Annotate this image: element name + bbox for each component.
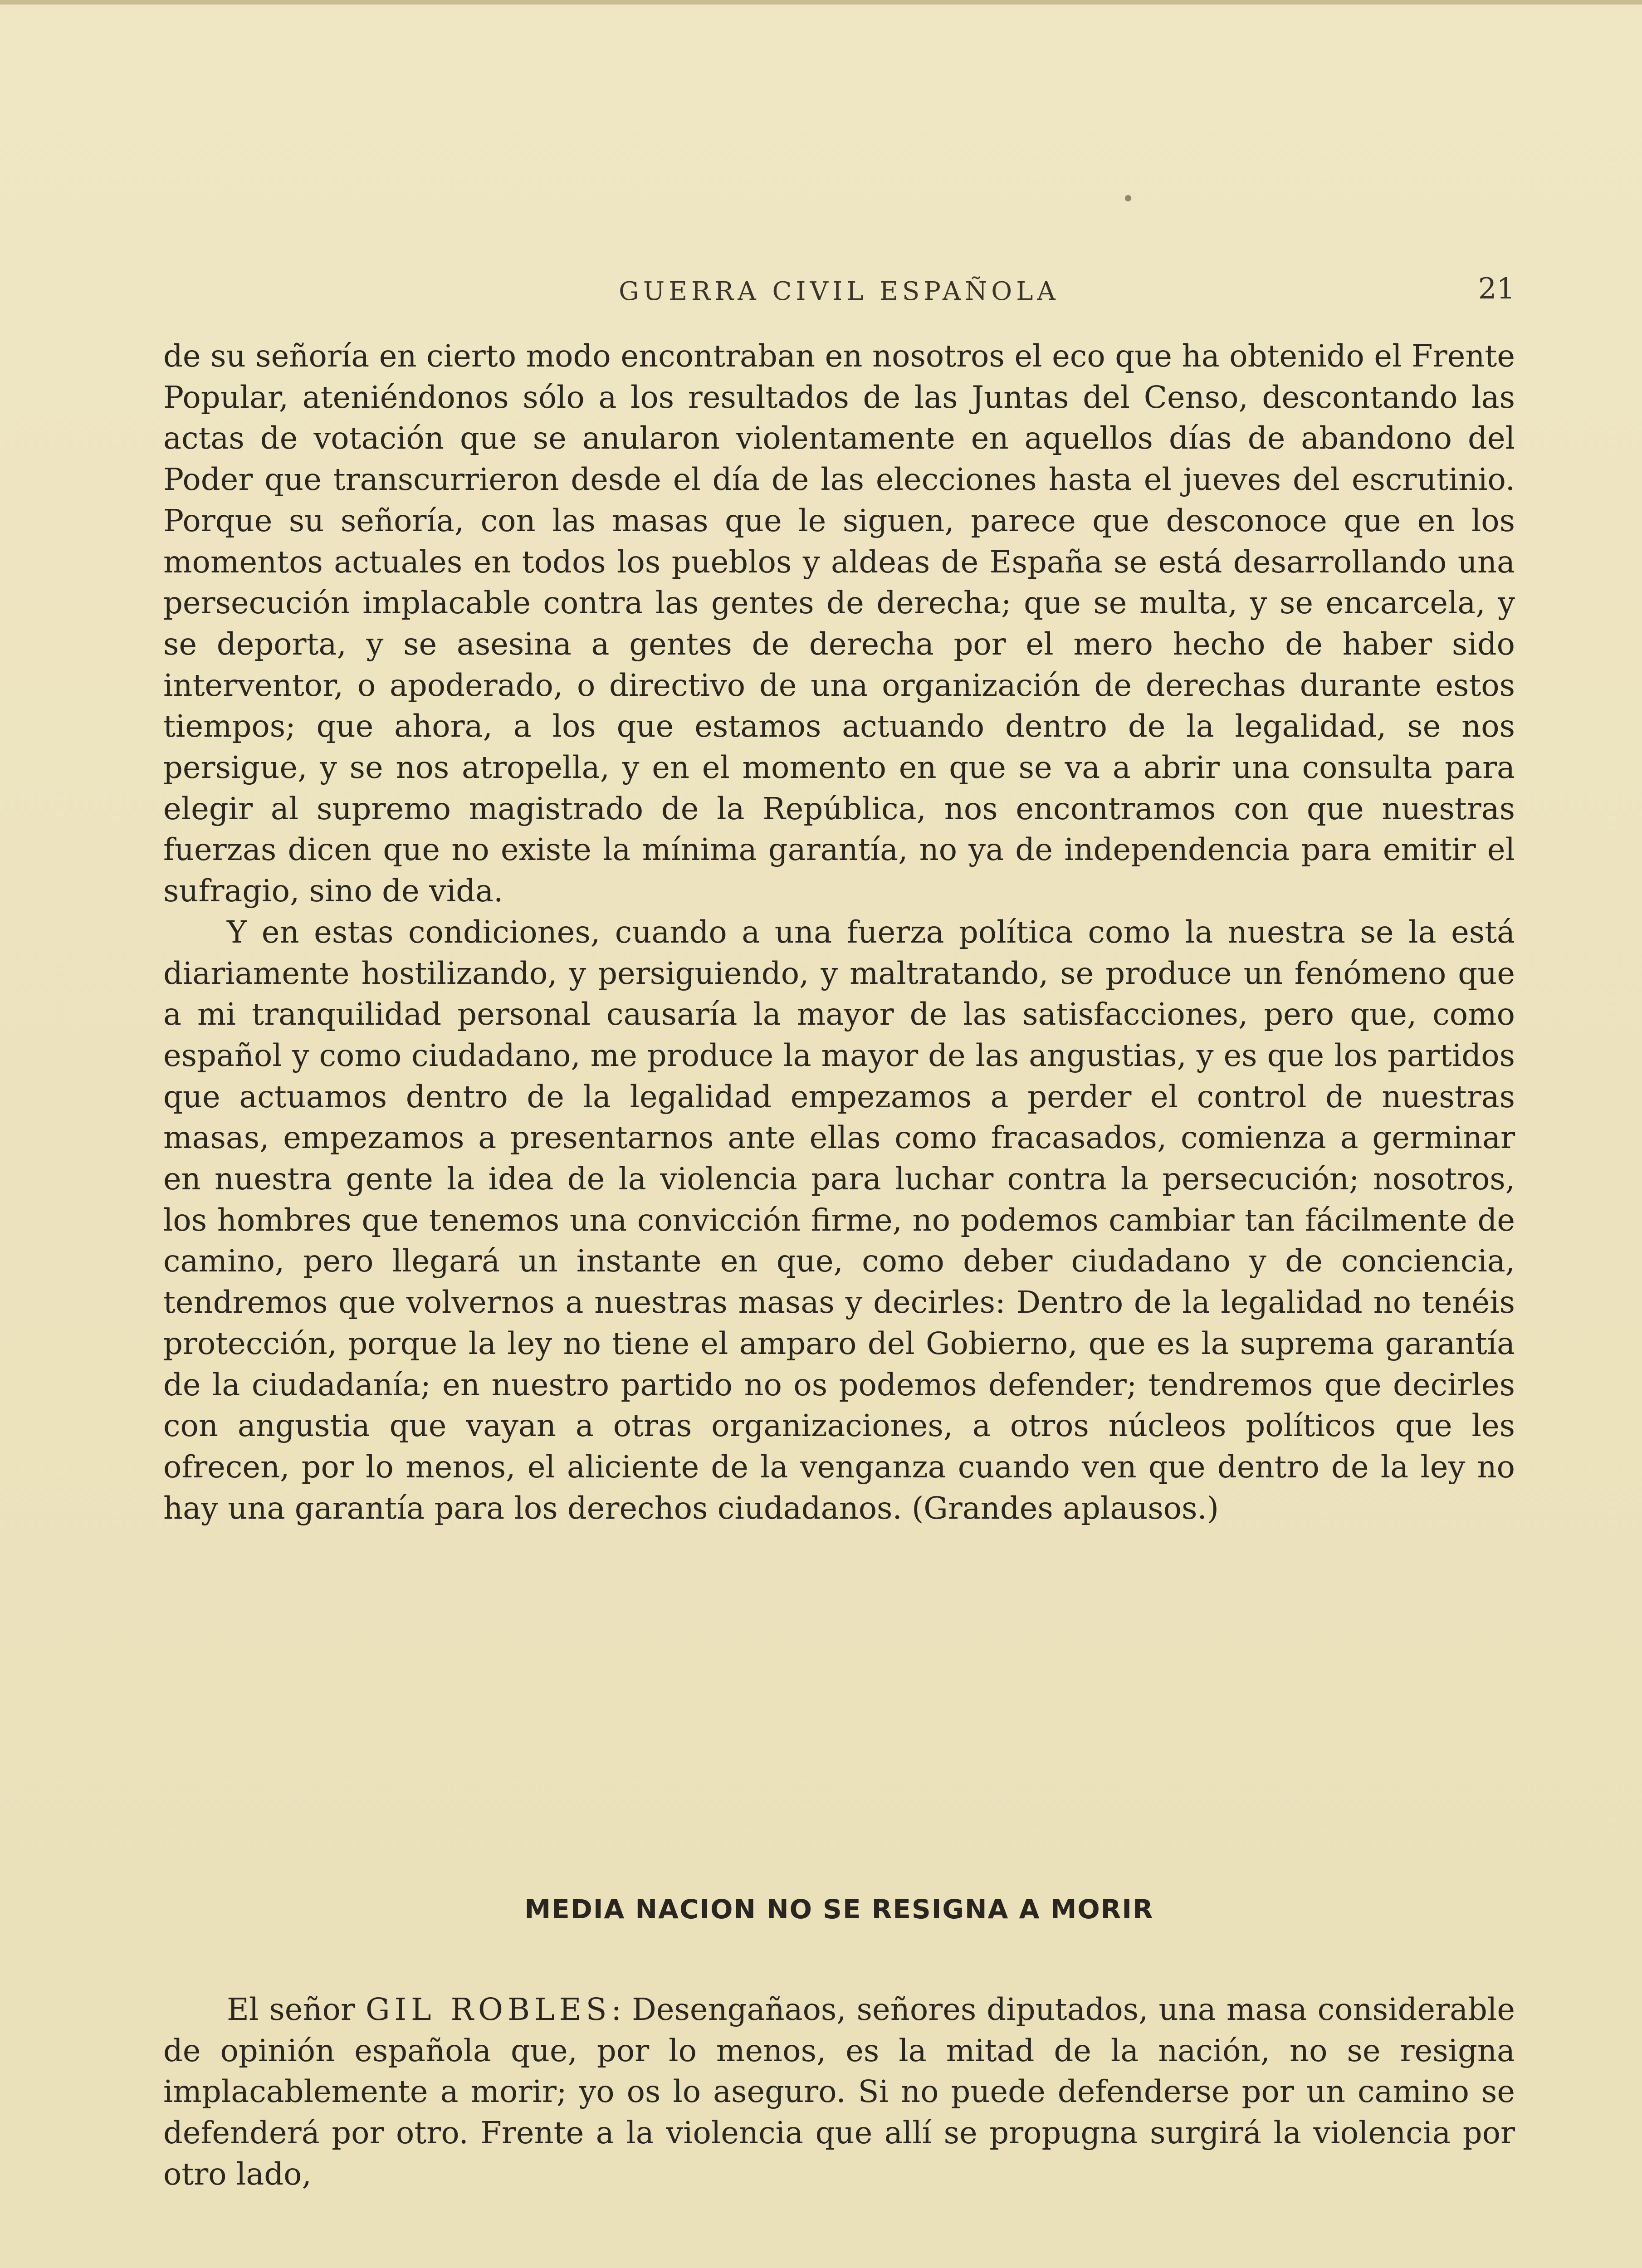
ink-speck	[1125, 195, 1131, 201]
paragraph	[163, 912, 1515, 1529]
section-heading: MEDIA NACION NO SE RESIGNA A MORIR	[524, 1894, 1154, 1925]
speech-intro: El señor	[227, 1992, 355, 2027]
paragraph-continued: de su señoría en cierto modo encontraban en nosotros el eco que ha obtenido el Frente Popular, ateniéndonos sólo a los resultados de las Juntas del Censo, descontando las actas de votación que se anularon violentamente en aquellos días de abandono del Poder que transcurrieron desde el día de las elecciones hasta el jueves del escrutinio. Porque su señoría, con las masas que le siguen, parece que desconoce que en los momentos actuales en todos los pueblos y aldeas de España se está desarrollando una persecución implacable contra las gentes de derecha; que se multa, y se encarcela, y se deporta, y se asesina a gentes de derecha por el mero hecho de haber sido interventor, o apoderado, o directivo de una organización de derechas durante estos tiempos; que ahora, a los que estamos actuando dentro de la legalidad, se nos persigue, y se nos atropella, y en el momento en que se va a abrir una consulta para elegir al supremo magistrado de la República, nos encontramos con que nuestras fuerzas dicen que no existe la mínima garantía, no ya de independencia para emitir el sufragio, sino de vida.	[163, 338, 1515, 909]
paragraph-text: Y en estas condiciones, cuando a una fuerza política como la nuestra se la está diariamente hostilizando, y persiguiendo, y maltratando, se produce un fenómeno que a mi tranquilidad personal causaría la mayor de las satisfacciones, pero que, como español y como ciudadano, me produce la mayor de las angustias, y es que los partidos que actuamos dentro de la legalidad empezamos a perder el control de nuestras masas, empezamos a presentarnos ante ellas como fracasados, comienza a germinar en nuestra gente la idea de la violencia para luchar contra la persecución; nosotros, los hombres que tenemos una convicción firme, no podemos cambiar tan fácilmente de camino, pero llegará un instante en que, como deber ciudadano y de conciencia, tendremos que volvernos a nuestras masas y decirles: Dentro de la legalidad no tenéis protección, porque la ley no tiene el amparo del Gobierno, que es la suprema garantía de la ciudadanía; en nuestro partido no os podemos defender; tendremos que decirles con angustia que vayan a otras organizaciones, a otros núcleos políticos que les ofrecen, por lo menos, el aliciente de la venganza cuando ven que dentro de la ley no hay una garantía para los derechos ciudadanos.	[163, 914, 1515, 1526]
section-body	[163, 1989, 1515, 2195]
applause-note: (Grandes aplausos.)	[912, 1490, 1219, 1526]
body-text	[163, 336, 1515, 1529]
speaker-name: GIL ROBLES	[366, 1992, 611, 2027]
page-top-edge	[0, 0, 1642, 5]
speech-text: : Desengañaos, señores diputados, una masa considerable de opinión española que, por lo menos, es la mitad de la nación, no se resigna implacablemente a morir; yo os lo aseguro. Si no puede defenderse por un camino se defenderá por otro. Frente a la violencia que allí se propugna surgirá la violencia por otro lado,	[163, 1992, 1515, 2192]
page-number: 21	[1478, 272, 1515, 306]
running-title: GUERRA CIVIL ESPAÑOLA	[619, 277, 1060, 306]
page-header	[163, 272, 1515, 313]
speech-paragraph	[163, 1989, 1515, 2195]
